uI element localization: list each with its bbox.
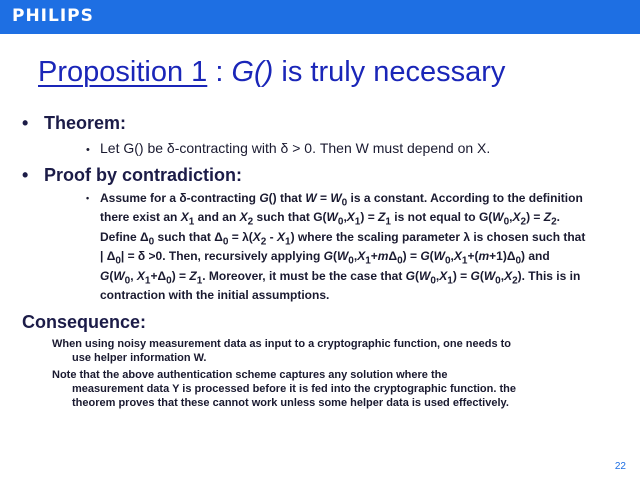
theorem-statement [86, 140, 490, 156]
bullet-dot: • [86, 193, 90, 203]
bullet-dot: • [22, 113, 29, 133]
theorem-text: Let G() be δ-contracting with δ > 0. Then W must depend on X. [100, 140, 491, 156]
theorem-bullet [22, 113, 126, 134]
proof-heading: Proof by contradiction: [44, 165, 242, 185]
page-number: 22 [614, 461, 626, 472]
consequence-p2-line1: Note that the above authentication scheme captures any solution where the [52, 369, 448, 381]
consequence-p1-line1: When using noisy measurement data as input to a cryptographic function, one needs to [52, 338, 512, 350]
proof-bullet [22, 165, 242, 186]
consequence-p2-line2: measurement data Y is processed before it is fed into the cryptographic function. the [72, 383, 516, 395]
consequence-paragraph-2 [52, 368, 516, 410]
title-rest: is truly necessary [273, 56, 506, 88]
philips-logo: PHILIPS [12, 6, 94, 26]
consequence-paragraph-1 [52, 337, 511, 365]
bullet-dot: • [22, 165, 29, 185]
title-g-function: G() [231, 56, 274, 88]
slide-title [38, 56, 618, 92]
theorem-heading: Theorem: [44, 113, 127, 133]
consequence-heading: Consequence: [22, 312, 147, 332]
title-proposition: Proposition 1 [38, 56, 208, 88]
header-bar [0, 0, 640, 34]
consequence-p1-line2: use helper information W. [72, 352, 207, 364]
title-separator: : [207, 56, 232, 88]
proof-body: Assume for a δ-contracting G() that $W = W_0$ is a constant. According to the definition there exist an $X_1$ and an $X_2$ such that $G(W_0,X_1) = Z_1$ is not equal to $G(W_0,X_2) = Z_2$. Define $\Delta_0$ such that $\Delta_0 = \lambda(X_2 - X_1)$ where the scaling parameter λ is chosen such that | $\Delta_0| = \delta >0$. Then, recursively applying $G(W_0,X_1+m\Delta_0) = G(W_0,X_1+(m+1)\Delta_0)$ and $G(W_0$, $X_1+\Delta_0) = Z_1$. Moreover, it must be the case that $G(W_0,X_1) = G(W_0,X_2)$. This is in contraction with the initial assumptions. [100, 191, 586, 302]
consequence-p2-line3: theorem proves that these cannot work unless some helper data is used effectively. [72, 397, 509, 409]
proof-text [86, 191, 586, 303]
bullet-dot: • [86, 144, 90, 156]
